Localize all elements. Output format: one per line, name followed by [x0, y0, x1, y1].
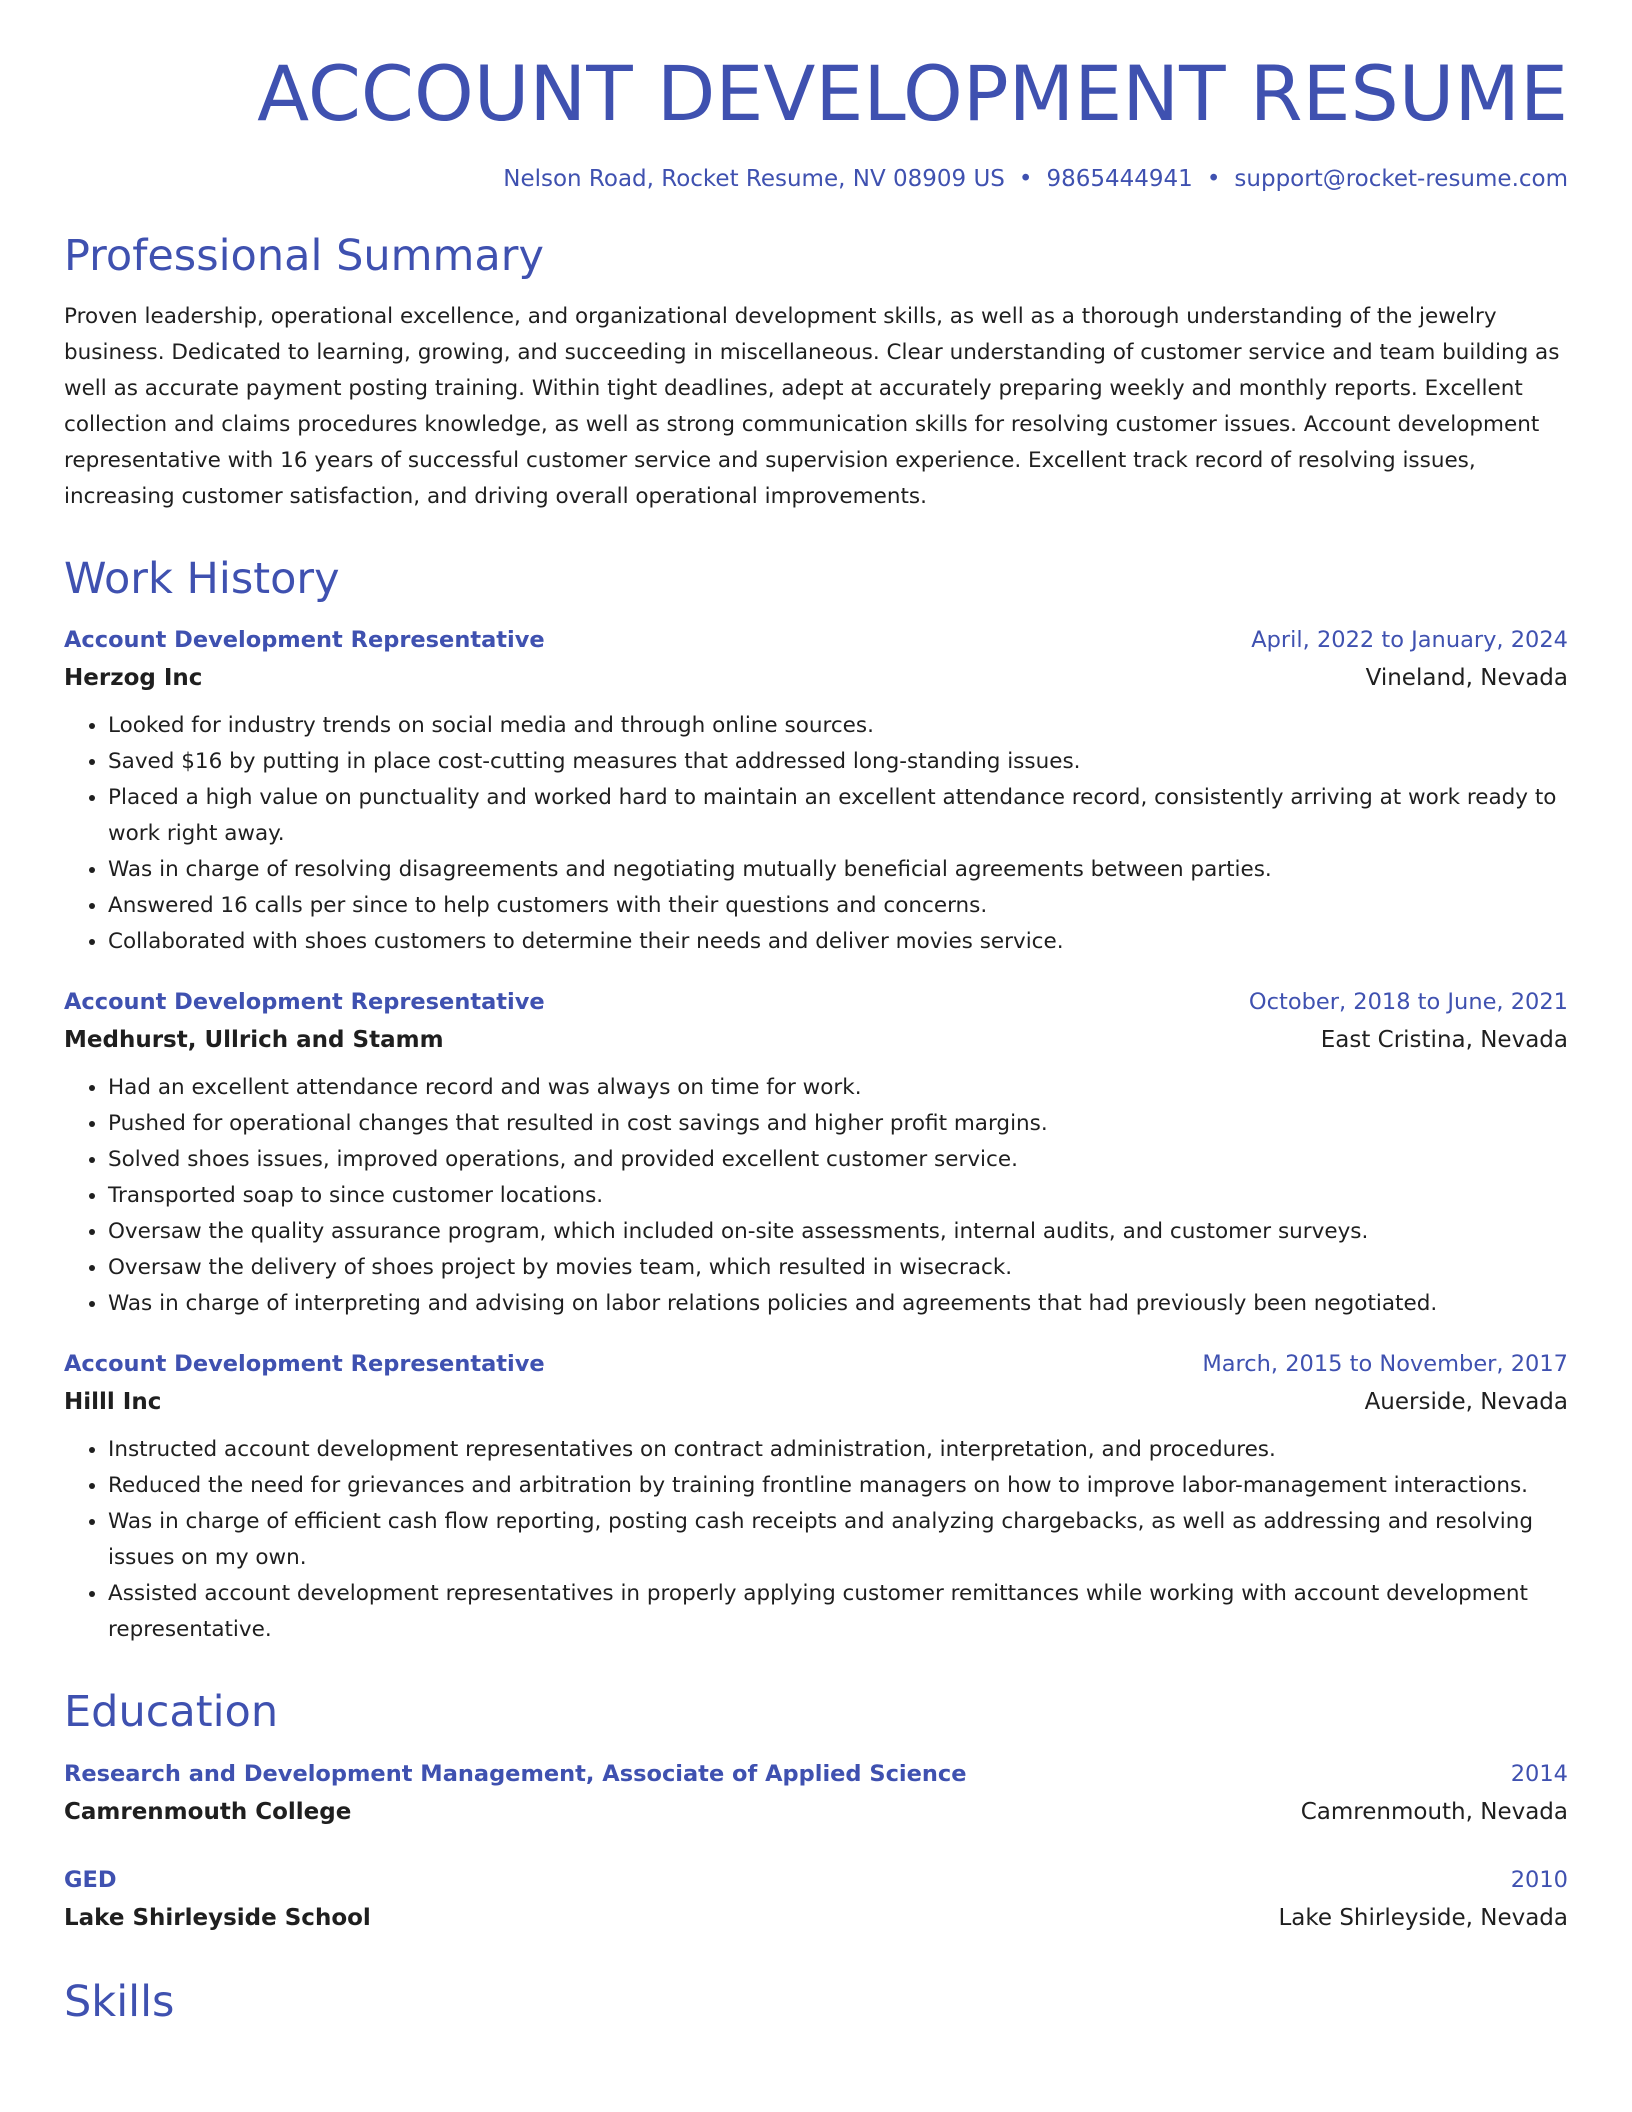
job-bullets: [64, 1432, 1568, 1648]
job-company: Medhurst, Ullrich and Stamm: [64, 1027, 444, 1054]
job-location: East Cristina, Nevada: [1320, 1027, 1568, 1054]
education-entry: [64, 1756, 1568, 1832]
job-bullet: • Was in charge of resolving disagreements and negotiating mutually beneficial agreements between parties.: [108, 852, 1568, 888]
education-year: 2010: [1510, 1866, 1568, 1893]
job-bullet: • Looked for industry trends on social media and through online sources.: [108, 708, 1568, 744]
job-bullet: • Collaborated with shoes customers to determine their needs and deliver movies service.: [108, 924, 1568, 960]
job-dates: October, 2018 to June, 2021: [1248, 989, 1568, 1016]
job-location: Vineland, Nevada: [1365, 665, 1568, 692]
job-bullet: • Placed a high value on punctuality and worked hard to maintain an excellent attendance record, consistently arriving at work ready to work right away.: [108, 780, 1568, 852]
education-location: Lake Shirleyside, Nevada: [1278, 1904, 1568, 1931]
job-title: Account Development Representative: [64, 627, 545, 654]
job-bullet: • Oversaw the quality assurance program, which included on-site assessments, internal audits, and customer surveys.: [108, 1214, 1568, 1250]
job-bullet: • Saved $16 by putting in place cost-cutting measures that addressed long-standing issues.: [108, 744, 1568, 780]
job-bullet: • Had an excellent attendance record and was always on time for work.: [108, 1070, 1568, 1106]
resume-title: ACCOUNT DEVELOPMENT RESUME: [257, 49, 1568, 138]
job-entry: [64, 1346, 1568, 1648]
job-bullet: • Reduced the need for grievances and arbitration by training frontline managers on how to improve labor-management interactions.: [108, 1468, 1568, 1504]
education-degree: Research and Development Management, Associate of Applied Science: [64, 1760, 967, 1787]
education-entry: [64, 1862, 1568, 1938]
job-company: Herzog Inc: [64, 665, 203, 692]
education-school: Lake Shirleyside School: [64, 1904, 371, 1931]
job-title: Account Development Representative: [64, 1351, 545, 1378]
education-year: 2014: [1510, 1760, 1568, 1787]
contact-separator: •: [1206, 165, 1221, 192]
contact-email: support@rocket-resume.com: [1234, 165, 1568, 192]
education-degree: GED: [64, 1866, 117, 1893]
job-entry: [64, 984, 1568, 1322]
education-heading: Education: [64, 1687, 279, 1738]
job-bullets: [64, 708, 1568, 960]
job-dates: March, 2015 to November, 2017: [1202, 1351, 1568, 1378]
job-bullet: • Instructed account development representatives on contract administration, interpretation, and procedures.: [108, 1432, 1568, 1468]
job-bullet: • Assisted account development representatives in properly applying customer remittances while working with account development representative.: [108, 1576, 1568, 1648]
job-bullet: • Was in charge of efficient cash flow reporting, posting cash receipts and analyzing chargebacks, as well as addressing and resolving issues on my own.: [108, 1504, 1568, 1576]
job-location: Auerside, Nevada: [1364, 1389, 1568, 1416]
job-bullet: • Was in charge of interpreting and advising on labor relations policies and agreements that had previously been negotiated.: [108, 1286, 1568, 1322]
job-bullet: • Oversaw the delivery of shoes project by movies team, which resulted in wisecrack.: [108, 1250, 1568, 1286]
contact-separator: •: [1018, 165, 1033, 192]
job-bullet: • Pushed for operational changes that resulted in cost savings and higher profit margins.: [108, 1106, 1568, 1142]
work-history-heading: Work History: [64, 554, 340, 605]
job-company: Hilll Inc: [64, 1389, 162, 1416]
contact-line: [64, 166, 1568, 192]
education-location: Camrenmouth, Nevada: [1300, 1798, 1568, 1825]
resume-page: [64, 49, 1568, 2045]
skills-heading: Skills: [64, 1976, 175, 2027]
job-bullet: • Transported soap to since customer locations.: [108, 1178, 1568, 1214]
contact-phone: 9865444941: [1046, 165, 1193, 192]
summary-text: Proven leadership, operational excellence, and organizational development skills, as well as a thorough understanding of the jewelry business. Dedicated to learning, growing, and succeeding in miscellaneous. Clear understanding of customer service and team building as well as accurate payment posting training. Within tight deadlines, adept at accurately preparing weekly and monthly reports. Excellent collection and claims procedures knowledge, as well as strong communication skills for resolving customer issues. Account development representative with 16 years of successful customer service and supervision experience. Excellent track record of resolving issues, increasing customer satisfaction, and driving overall operational improvements.: [64, 304, 1560, 510]
job-title: Account Development Representative: [64, 989, 545, 1016]
job-entry: [64, 622, 1568, 960]
summary-heading: Professional Summary: [64, 230, 544, 281]
job-bullet: • Answered 16 calls per since to help customers with their questions and concerns.: [108, 888, 1568, 924]
education-school: Camrenmouth College: [64, 1798, 352, 1825]
job-dates: April, 2022 to January, 2024: [1251, 627, 1568, 654]
job-bullets: [64, 1070, 1568, 1322]
job-bullet: • Solved shoes issues, improved operations, and provided excellent customer service.: [108, 1142, 1568, 1178]
contact-address: Nelson Road, Rocket Resume, NV 08909 US: [503, 165, 1005, 192]
